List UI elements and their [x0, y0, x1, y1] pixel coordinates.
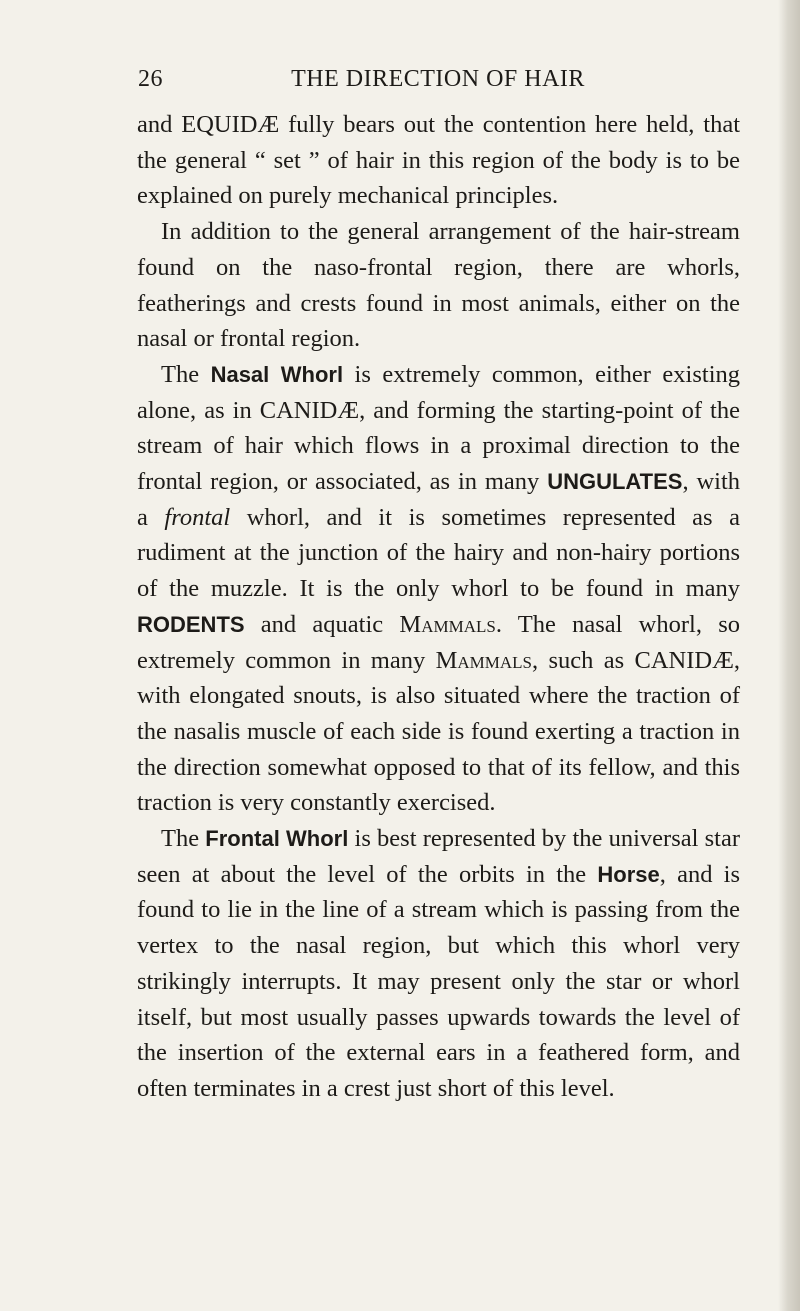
text-span: is extremely common, either existing alone, as in CANIDÆ, and forming the starting-point of the stream of hair which flows in a proximal direction to the frontal region, or associated, as in many — [137, 360, 740, 496]
smallcaps-term: Mammals — [435, 646, 533, 674]
text-span: and aquatic — [244, 610, 400, 638]
text-span: The — [161, 360, 211, 388]
bold-term: Frontal Whorl — [205, 826, 349, 852]
bold-term: Nasal Whorl — [210, 361, 344, 387]
text-span: is best represented by the universal star seen at about the level of the orbits in the — [137, 825, 740, 888]
text-span: , and is found to lie in the line of a stream which is passing from the vertex to the nasal region, but which this whorl very strikingly interrupts. It may present only the star or whorl itself, but most usually passes upwards towards the level of the insertion of the external ears in a feathered form, and often terminates in a crest just short of this level. — [137, 860, 741, 1102]
bold-term: UNGULATES — [547, 469, 683, 495]
smallcaps-term: Mammals — [399, 610, 496, 638]
text-span: and EQUIDÆ fully bears out the contention here held, that the general “ set ” of hair in this region of the body is to be explained on purely mechanical principles. — [137, 111, 740, 210]
running-title: THE DIRECTION OF HAIR — [291, 66, 585, 92]
italic-term: frontal — [164, 503, 231, 531]
text-span: The — [161, 825, 206, 853]
paragraph — [137, 357, 740, 821]
body-text — [137, 107, 740, 1107]
bold-term: Horse — [597, 861, 660, 887]
bold-term: RODENTS — [137, 611, 245, 637]
running-header — [138, 62, 738, 96]
text-span: , such as CANIDÆ, with elongated snouts, is also situated where the traction of the nasalis muscle of each side is found exerting a traction in the direction somewhat opposed to that of its fellow, and this traction is very constantly exercised. — [137, 646, 740, 817]
text-span: , with a — [137, 468, 740, 531]
paragraph — [137, 107, 740, 214]
paragraph — [137, 214, 740, 357]
text-span: In addition to the general arrangement of the hair-stream found on the naso-frontal region, there are whorls, featherings and crests found in most animals, either on the nasal or frontal region. — [137, 218, 740, 353]
page-edge-shadow — [778, 0, 800, 1311]
text-span: whorl, and it is sometimes represented as a rudiment at the junction of the hairy and non-hairy portions of the muzzle. It is the only whorl to be found in many — [137, 503, 740, 603]
text-span: . The nasal whorl, so extremely common in many — [137, 610, 740, 674]
paragraph — [137, 821, 740, 1107]
page-number: 26 — [138, 66, 163, 92]
